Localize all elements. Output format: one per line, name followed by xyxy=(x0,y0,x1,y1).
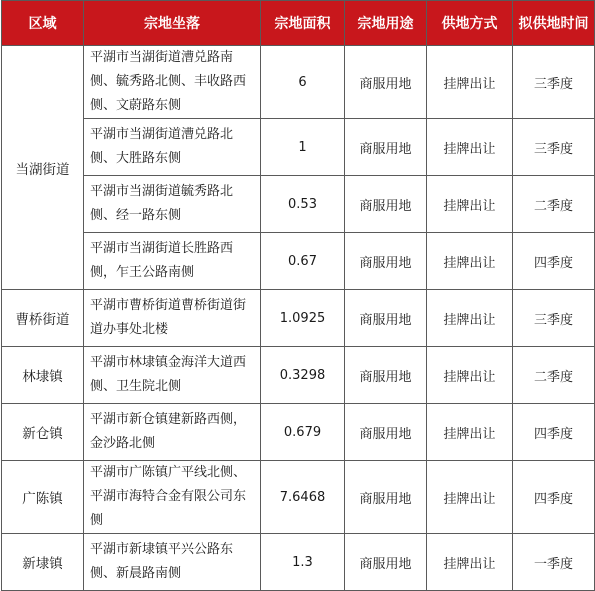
location-cell: 平湖市林埭镇金海洋大道西侧、卫生院北侧 xyxy=(84,347,261,404)
table-row xyxy=(2,534,595,591)
method-cell: 挂牌出让 xyxy=(427,404,513,461)
time-cell: 三季度 xyxy=(513,290,595,347)
method-cell: 挂牌出让 xyxy=(427,461,513,534)
use-cell: 商服用地 xyxy=(345,176,427,233)
location-cell: 平湖市曹桥街道曹桥街道街道办事处北楼 xyxy=(84,290,261,347)
time-cell: 三季度 xyxy=(513,119,595,176)
district-cell: 林埭镇 xyxy=(2,347,84,404)
method-cell: 挂牌出让 xyxy=(427,233,513,290)
district-cell: 新仓镇 xyxy=(2,404,84,461)
use-cell: 商服用地 xyxy=(345,119,427,176)
header-district: 区域 xyxy=(2,1,84,46)
header-use: 宗地用途 xyxy=(345,1,427,46)
location-cell: 平湖市新埭镇平兴公路东侧、新晨路南侧 xyxy=(84,534,261,591)
method-cell: 挂牌出让 xyxy=(427,176,513,233)
use-cell: 商服用地 xyxy=(345,233,427,290)
district-cell: 广陈镇 xyxy=(2,461,84,534)
method-cell: 挂牌出让 xyxy=(427,290,513,347)
header-area: 宗地面积 xyxy=(261,1,345,46)
time-cell: 二季度 xyxy=(513,347,595,404)
area-cell: 1.0925 xyxy=(261,290,345,347)
table-row xyxy=(2,119,595,176)
land-supply-table xyxy=(1,0,595,591)
use-cell: 商服用地 xyxy=(345,347,427,404)
table-row xyxy=(2,46,595,119)
table-row xyxy=(2,176,595,233)
time-cell: 四季度 xyxy=(513,233,595,290)
location-cell: 平湖市当湖街道毓秀路北侧、经一路东侧 xyxy=(84,176,261,233)
table-row xyxy=(2,290,595,347)
header-time: 拟供地时间 xyxy=(513,1,595,46)
area-cell: 0.3298 xyxy=(261,347,345,404)
area-cell: 1.3 xyxy=(261,534,345,591)
district-cell: 当湖街道 xyxy=(2,46,84,290)
header-location: 宗地坐落 xyxy=(84,1,261,46)
area-cell: 1 xyxy=(261,119,345,176)
time-cell: 三季度 xyxy=(513,46,595,119)
method-cell: 挂牌出让 xyxy=(427,534,513,591)
location-cell: 平湖市当湖街道漕兑路南侧、毓秀路北侧、丰收路西侧、文蔚路东侧 xyxy=(84,46,261,119)
use-cell: 商服用地 xyxy=(345,404,427,461)
header-method: 供地方式 xyxy=(427,1,513,46)
time-cell: 二季度 xyxy=(513,176,595,233)
district-cell: 新埭镇 xyxy=(2,534,84,591)
district-cell: 曹桥街道 xyxy=(2,290,84,347)
use-cell: 商服用地 xyxy=(345,290,427,347)
area-cell: 7.6468 xyxy=(261,461,345,534)
area-cell: 6 xyxy=(261,46,345,119)
time-cell: 四季度 xyxy=(513,461,595,534)
table-row xyxy=(2,233,595,290)
location-cell: 平湖市广陈镇广平线北侧、平湖市海特合金有限公司东侧 xyxy=(84,461,261,534)
location-cell: 平湖市新仓镇建新路西侧，金沙路北侧 xyxy=(84,404,261,461)
table-row xyxy=(2,461,595,534)
table-row xyxy=(2,347,595,404)
area-cell: 0.679 xyxy=(261,404,345,461)
method-cell: 挂牌出让 xyxy=(427,119,513,176)
method-cell: 挂牌出让 xyxy=(427,347,513,404)
time-cell: 四季度 xyxy=(513,404,595,461)
use-cell: 商服用地 xyxy=(345,534,427,591)
location-cell: 平湖市当湖街道漕兑路北侧、大胜路东侧 xyxy=(84,119,261,176)
method-cell: 挂牌出让 xyxy=(427,46,513,119)
time-cell: 一季度 xyxy=(513,534,595,591)
area-cell: 0.53 xyxy=(261,176,345,233)
table-row xyxy=(2,404,595,461)
area-cell: 0.67 xyxy=(261,233,345,290)
location-cell: 平湖市当湖街道长胜路西侧，乍王公路南侧 xyxy=(84,233,261,290)
use-cell: 商服用地 xyxy=(345,46,427,119)
use-cell: 商服用地 xyxy=(345,461,427,534)
header-row xyxy=(2,1,595,46)
